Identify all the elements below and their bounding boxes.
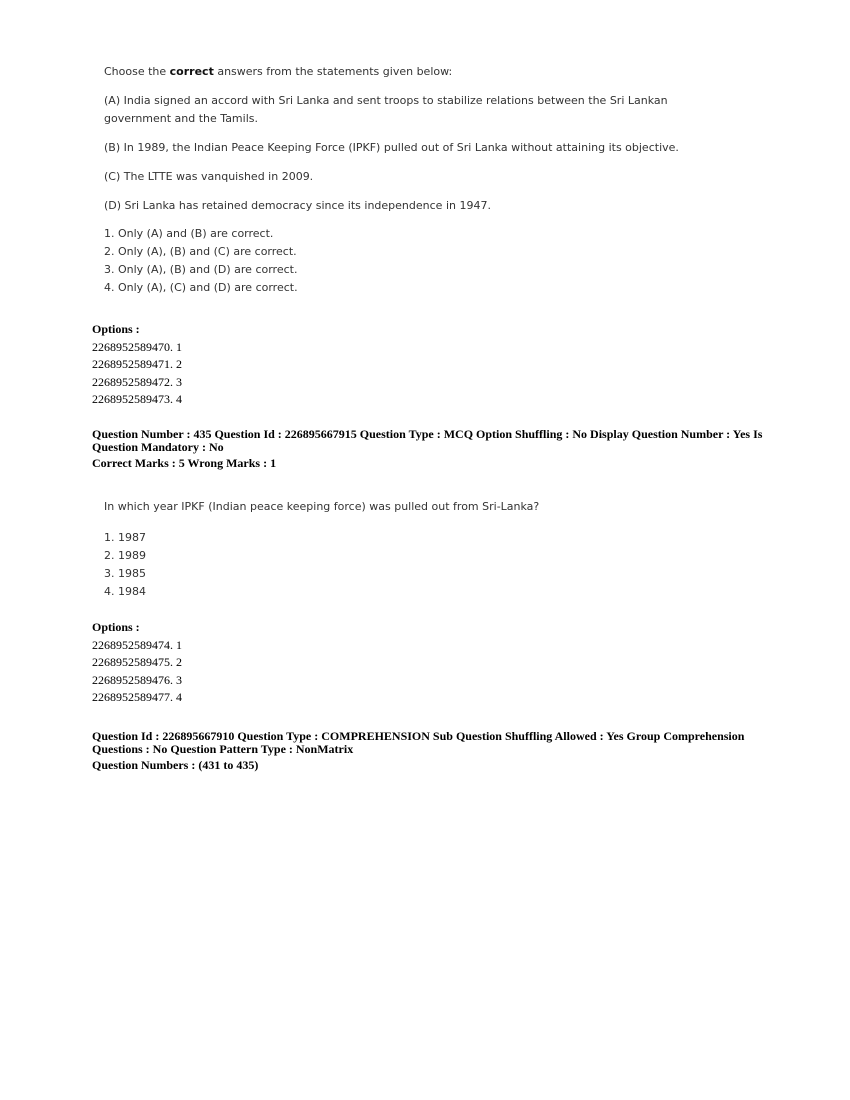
question-2-text: In which year IPKF (Indian peace keeping force) was pulled out from Sri-Lanka? [104,500,540,513]
comprehension-meta-line-1: Question Id : 226895667910 Question Type : COMPREHENSION Sub Question Shuffling Allowed : Yes Group Comprehension [92,729,745,743]
option-item: 2268952589472. 3 [92,374,182,389]
comprehension-meta-line-2: Questions : No Question Pattern Type : NonMatrix [92,742,354,756]
options-list-2 [92,619,182,707]
comprehension-meta [92,730,772,772]
statement-c: (C) The LTTE was vanquished in 2009. [104,170,314,183]
emphasis-correct: correct [169,65,214,78]
option-item: 2268952589475. 2 [92,655,182,669]
question-1-intro: Choose the correct answers from the statements given below: [104,65,453,78]
options-heading: Options : [92,322,140,336]
choice-item: 1. 1987 [104,531,146,544]
option-item: 2268952589474. 1 [92,637,182,652]
question-numbers-range: Question Numbers : (431 to 435) [92,758,259,772]
question-1-body [104,63,744,297]
option-item: 2268952589477. 4 [92,690,182,704]
options-list-1 [92,321,182,409]
statement-d: (D) Sri Lanka has retained democracy since its independence in 1947. [104,199,491,212]
options-heading: Options : [92,620,140,634]
choice-item: 3. Only (A), (B) and (D) are correct. [104,263,298,276]
question-435-meta [92,428,772,470]
option-item: 2268952589473. 4 [92,392,182,406]
choice-item: 4. Only (A), (C) and (D) are correct. [104,281,298,294]
statement-b: (B) In 1989, the Indian Peace Keeping Force (IPKF) pulled out of Sri Lanka without attaining its objective. [104,141,679,154]
question-meta-line-2: Question Mandatory : No [92,440,224,454]
marks-line: Correct Marks : 5 Wrong Marks : 1 [92,456,277,470]
choice-item: 3. 1985 [104,567,146,580]
statement-a: (A) India signed an accord with Sri Lanka and sent troops to stabilize relations between the Sri Lankan government and the Tamils. [104,94,668,125]
choice-item: 2. Only (A), (B) and (C) are correct. [104,245,297,258]
option-item: 2268952589476. 3 [92,672,182,687]
question-2-body [104,498,539,601]
choice-item: 4. 1984 [104,585,146,598]
choice-item: 1. Only (A) and (B) are correct. [104,227,274,240]
question-meta-line-1: Question Number : 435 Question Id : 226895667915 Question Type : MCQ Option Shuffling : No Display Question Number : Yes Is [92,427,763,441]
question-1-choices [104,225,744,297]
choice-item: 2. 1989 [104,549,146,562]
question-2-choices [104,529,539,601]
option-item: 2268952589471. 2 [92,357,182,371]
option-item: 2268952589470. 1 [92,339,182,354]
